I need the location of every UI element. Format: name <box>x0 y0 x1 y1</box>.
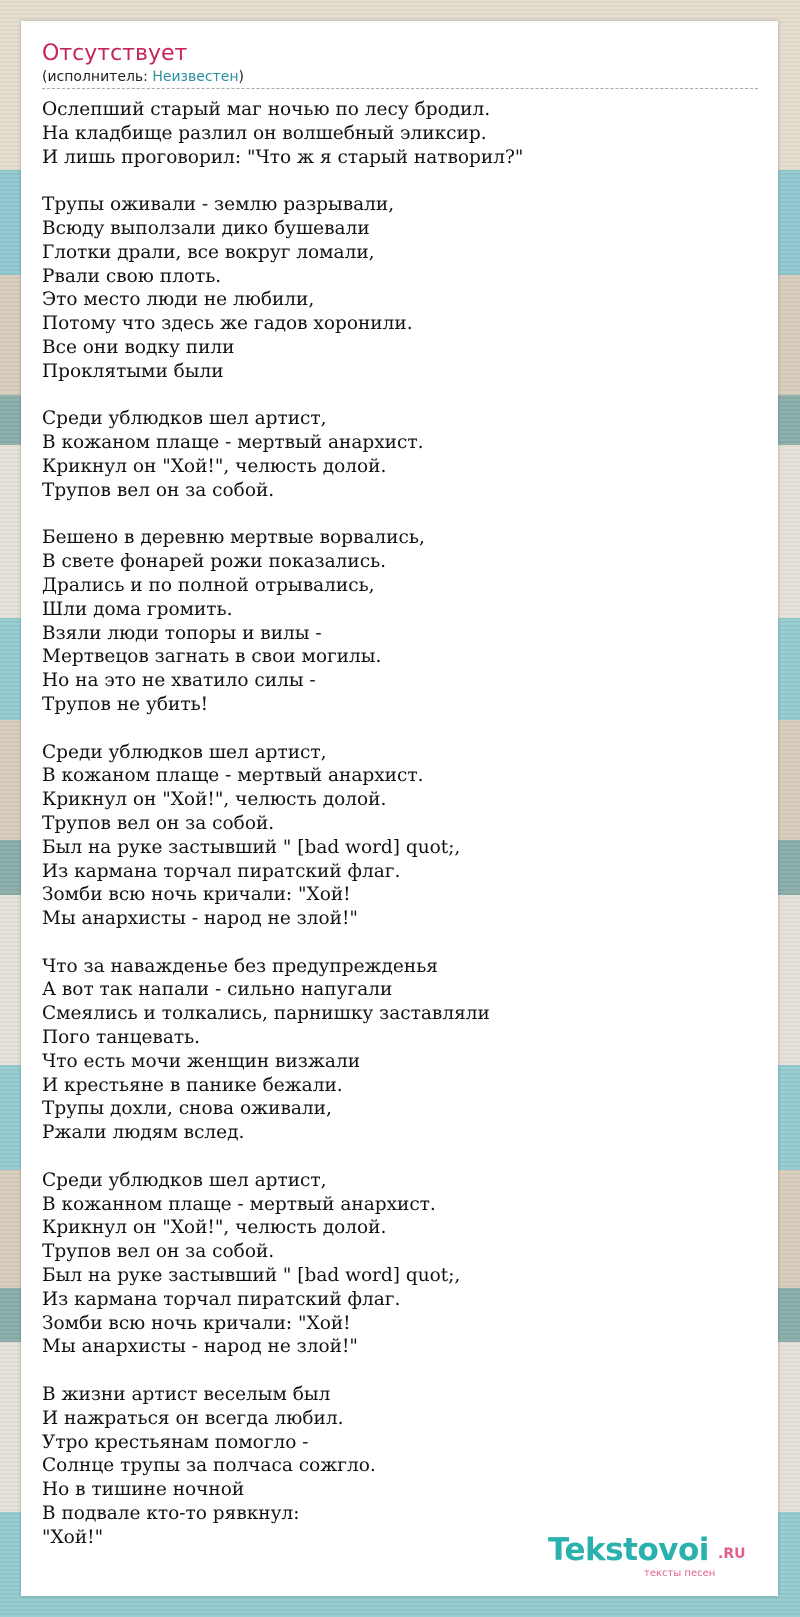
lyric-line: Но в тишине ночной <box>42 1479 245 1501</box>
lyric-line: Трупов вел он за собой. <box>42 1241 275 1263</box>
lyric-line: Солнце трупы за полчаса сожгло. <box>42 1455 376 1477</box>
lyric-line: В кожаном плаще - мертвый анархист. <box>42 432 424 454</box>
lyric-line: Ржали людям вслед. <box>42 1122 245 1144</box>
lyric-line: В жизни артист веселым был <box>42 1384 331 1406</box>
stanza-break <box>42 503 523 527</box>
lyric-line: Дрались и по полной отрывались, <box>42 574 375 596</box>
lyric-line: Что есть мочи женщин визжали <box>42 1050 361 1072</box>
lyric-line: Среди ублюдков шел артист, <box>42 408 327 430</box>
lyric-line: Проклятыми были <box>42 360 224 382</box>
lyric-line: Мы анархисты - народ не злой!" <box>42 1336 358 1358</box>
lyric-line: В подвале кто-то рявкнул: <box>42 1503 300 1525</box>
logo-tagline: тексты песен <box>644 1568 716 1579</box>
lyric-line: Потому что здесь же гадов хоронили. <box>42 313 413 335</box>
artist-line <box>42 69 758 89</box>
lyric-line: Зомби всю ночь кричали: "Хой! <box>42 884 351 906</box>
lyric-line: Из кармана торчал пиратский флаг. <box>42 860 401 882</box>
lyric-line: Но на это не хватило силы - <box>42 670 316 692</box>
stanza-break <box>42 717 523 741</box>
stanza-break <box>42 169 523 193</box>
site-logo[interactable] <box>548 1532 778 1582</box>
lyric-line: Трупы дохли, снова оживали, <box>42 1098 332 1120</box>
lyric-line: Был на руке застывший " [bad word] quot;, <box>42 1265 461 1287</box>
lyric-line: Ослепший старый маг ночью по лесу бродил. <box>42 99 491 120</box>
artist-suffix: ) <box>238 69 244 85</box>
lyric-line: Зомби всю ночь кричали: "Хой! <box>42 1312 351 1334</box>
lyric-line: В кожаном плаще - мертвый анархист. <box>42 765 424 787</box>
artist-link[interactable]: Неизвестен <box>152 69 239 85</box>
lyric-line: Из кармана торчал пиратский флаг. <box>42 1288 401 1310</box>
lyric-line: Трупов вел он за собой. <box>42 479 275 501</box>
lyrics-card <box>21 21 778 1596</box>
lyric-line: Утро крестьянам помогло - <box>42 1431 309 1453</box>
lyric-line: Рвали свою плоть. <box>42 265 222 287</box>
lyric-line: Бешено в деревню мертвые ворвались, <box>42 527 425 549</box>
lyric-line: Смеялись и толкались, парнишку заставляли <box>42 1003 490 1025</box>
lyric-line: Среди ублюдков шел артист, <box>42 1169 327 1191</box>
stanza-break <box>42 1359 523 1383</box>
artist-prefix: (исполнитель: <box>42 69 153 85</box>
lyric-line: В свете фонарей рожи показались. <box>42 551 387 573</box>
lyric-line: Крикнул он "Хой!", челюсть долой. <box>42 789 387 811</box>
lyric-line: Трупы оживали - землю разрывали, <box>42 194 395 216</box>
lyric-line: В кожанном плаще - мертвый анархист. <box>42 1193 436 1215</box>
lyrics-text <box>42 98 523 1550</box>
lyric-line: Глотки драли, все вокруг ломали, <box>42 241 375 263</box>
lyric-line: Трупов не убить! <box>42 693 209 715</box>
lyric-line: Шли дома громить. <box>42 598 233 620</box>
lyric-line: И крестьяне в панике бежали. <box>42 1074 343 1096</box>
lyric-line: Взяли люди топоры и вилы - <box>42 622 322 644</box>
stanza-break <box>42 931 523 955</box>
lyric-line: Всюду выползали дико бушевали <box>42 217 370 239</box>
song-title: Отсутствует <box>42 41 188 66</box>
lyric-line: И нажраться он всегда любил. <box>42 1407 344 1429</box>
logo-wordmark: Tekstovoi <box>548 1532 709 1568</box>
lyric-line: На кладбище разлил он волшебный эликсир. <box>42 122 487 144</box>
lyric-line: Пого танцевать. <box>42 1027 201 1049</box>
lyric-line: Это место люди не любили, <box>42 289 315 311</box>
lyric-line: Что за наважденье без предупрежденья <box>42 955 438 977</box>
lyric-line: Трупов вел он за собой. <box>42 812 275 834</box>
lyric-line: А вот так напали - сильно напугали <box>42 979 393 1001</box>
lyric-line: Был на руке застывший " [bad word] quot;, <box>42 836 461 858</box>
lyric-line: "Хой!" <box>42 1526 104 1548</box>
lyric-line: Среди ублюдков шел артист, <box>42 741 327 763</box>
lyric-line: Мы анархисты - народ не злой!" <box>42 908 358 930</box>
lyric-line: Мертвецов загнать в свои могилы. <box>42 646 382 668</box>
stanza-break <box>42 1145 523 1169</box>
logo-tld: .RU <box>718 1546 746 1562</box>
lyric-line: И лишь проговорил: "Что ж я старый натворил?" <box>42 146 524 168</box>
lyric-line: Крикнул он "Хой!", челюсть долой. <box>42 1217 387 1239</box>
stanza-break <box>42 384 523 408</box>
lyric-line: Крикнул он "Хой!", челюсть долой. <box>42 455 387 477</box>
lyric-line: Все они водку пили <box>42 336 235 358</box>
